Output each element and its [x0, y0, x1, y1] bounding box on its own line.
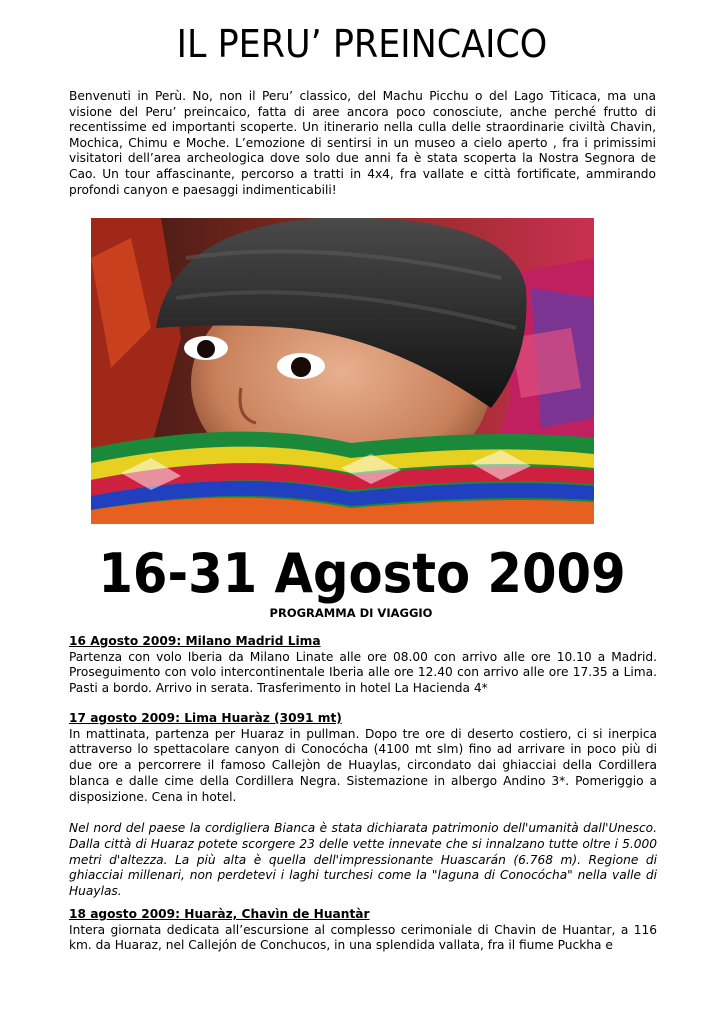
day-section-2: [69, 711, 657, 900]
child-photo-illustration: [91, 218, 594, 524]
intro-paragraph: Benvenuti in Perù. No, non il Peru’ classico, del Machu Picchu o del Lago Titicaca, ma una visione del Peru’ preincaico, fatta di aree ancora poco conosciute, anche perché frutto di recentissime ed importanti scoperte. Un itinerario nella culla delle straordinarie civiltà Chavin, Mochica, Chimu e Moche. L’emozione di sentirsi in un museo a cielo aperto , fra i primissimi visitatori dell’area archeologica dove solo due anni fa è stata scoperta la Nostra Segnora de Cao. Un tour affascinante, percorso a tratti in 4x4, fra vallate e città fortificate, ammirando profondi canyon e paesaggi indimenticabili!: [69, 89, 656, 197]
day-text-3: Intera giornata dedicata all’escursione al complesso cerimoniale di Chavin de Huantar, a 116 km. da Huaraz, nel Callejón de Conchucos, in una splendida vallata, fra il fiume Puckha e: [69, 922, 657, 953]
child-photo: [91, 218, 594, 524]
day-note-2: Nel nord del paese la cordigliera Bianca è stata dichiarata patrimonio dell'umanità dall'Unesco. Dalla città di Huaraz potete scorgere 23 delle vette innevate che si innalzano tutte oltre i 5.000 metri d'altezza. La più alta è quella dell'impressionante Huascarán (6.768 m). Regione di ghiacciai millenari, non perdetevi i laghi turchesi come la "laguna di Conocócha" nella valle di Huaylas.: [69, 821, 657, 899]
day-heading-2: 17 agosto 2009: Lima Huaràz (3091 mt): [69, 711, 342, 725]
day-text-1: Partenza con volo Iberia da Milano Linate alle ore 08.00 con arrivo alle ore 10.10 a Madrid. Proseguimento con volo intercontinentale Iberia alle ore 12.40 con arrivo alle ore 17.35 a Lima. Pasti a bordo. Arrivo in serata. Trasferimento in hotel La Hacienda 4*: [69, 649, 657, 696]
day-text-2: In mattinata, partenza per Huaraz in pullman. Dopo tre ore di deserto costiero, ci si inerpica attraverso lo spettacolare canyon di Conocócha (4100 mt slm) fino ad arrivare in poco più di due ore a percorrere il famoso Callejòn de Huaylas, circondato dai ghiacciai della Cordillera blanca e dalle cime della Cordillera Negra. Sistemazione in albergo Andino 3*. Pomeriggio a disposizione. Cena in hotel.: [69, 726, 657, 804]
program-heading: PROGRAMMA DI VIAGGIO: [269, 606, 433, 620]
day-heading-1: 16 Agosto 2009: Milano Madrid Lima: [69, 634, 321, 648]
document-title: IL PERU’ PREINCAICO: [176, 22, 548, 66]
tour-dates: 16-31 Agosto 2009: [98, 542, 626, 605]
day-section-1: [69, 634, 657, 697]
day-heading-3: 18 agosto 2009: Huaràz, Chavìn de Huantàr: [69, 907, 370, 921]
day-section-3: [69, 907, 657, 954]
